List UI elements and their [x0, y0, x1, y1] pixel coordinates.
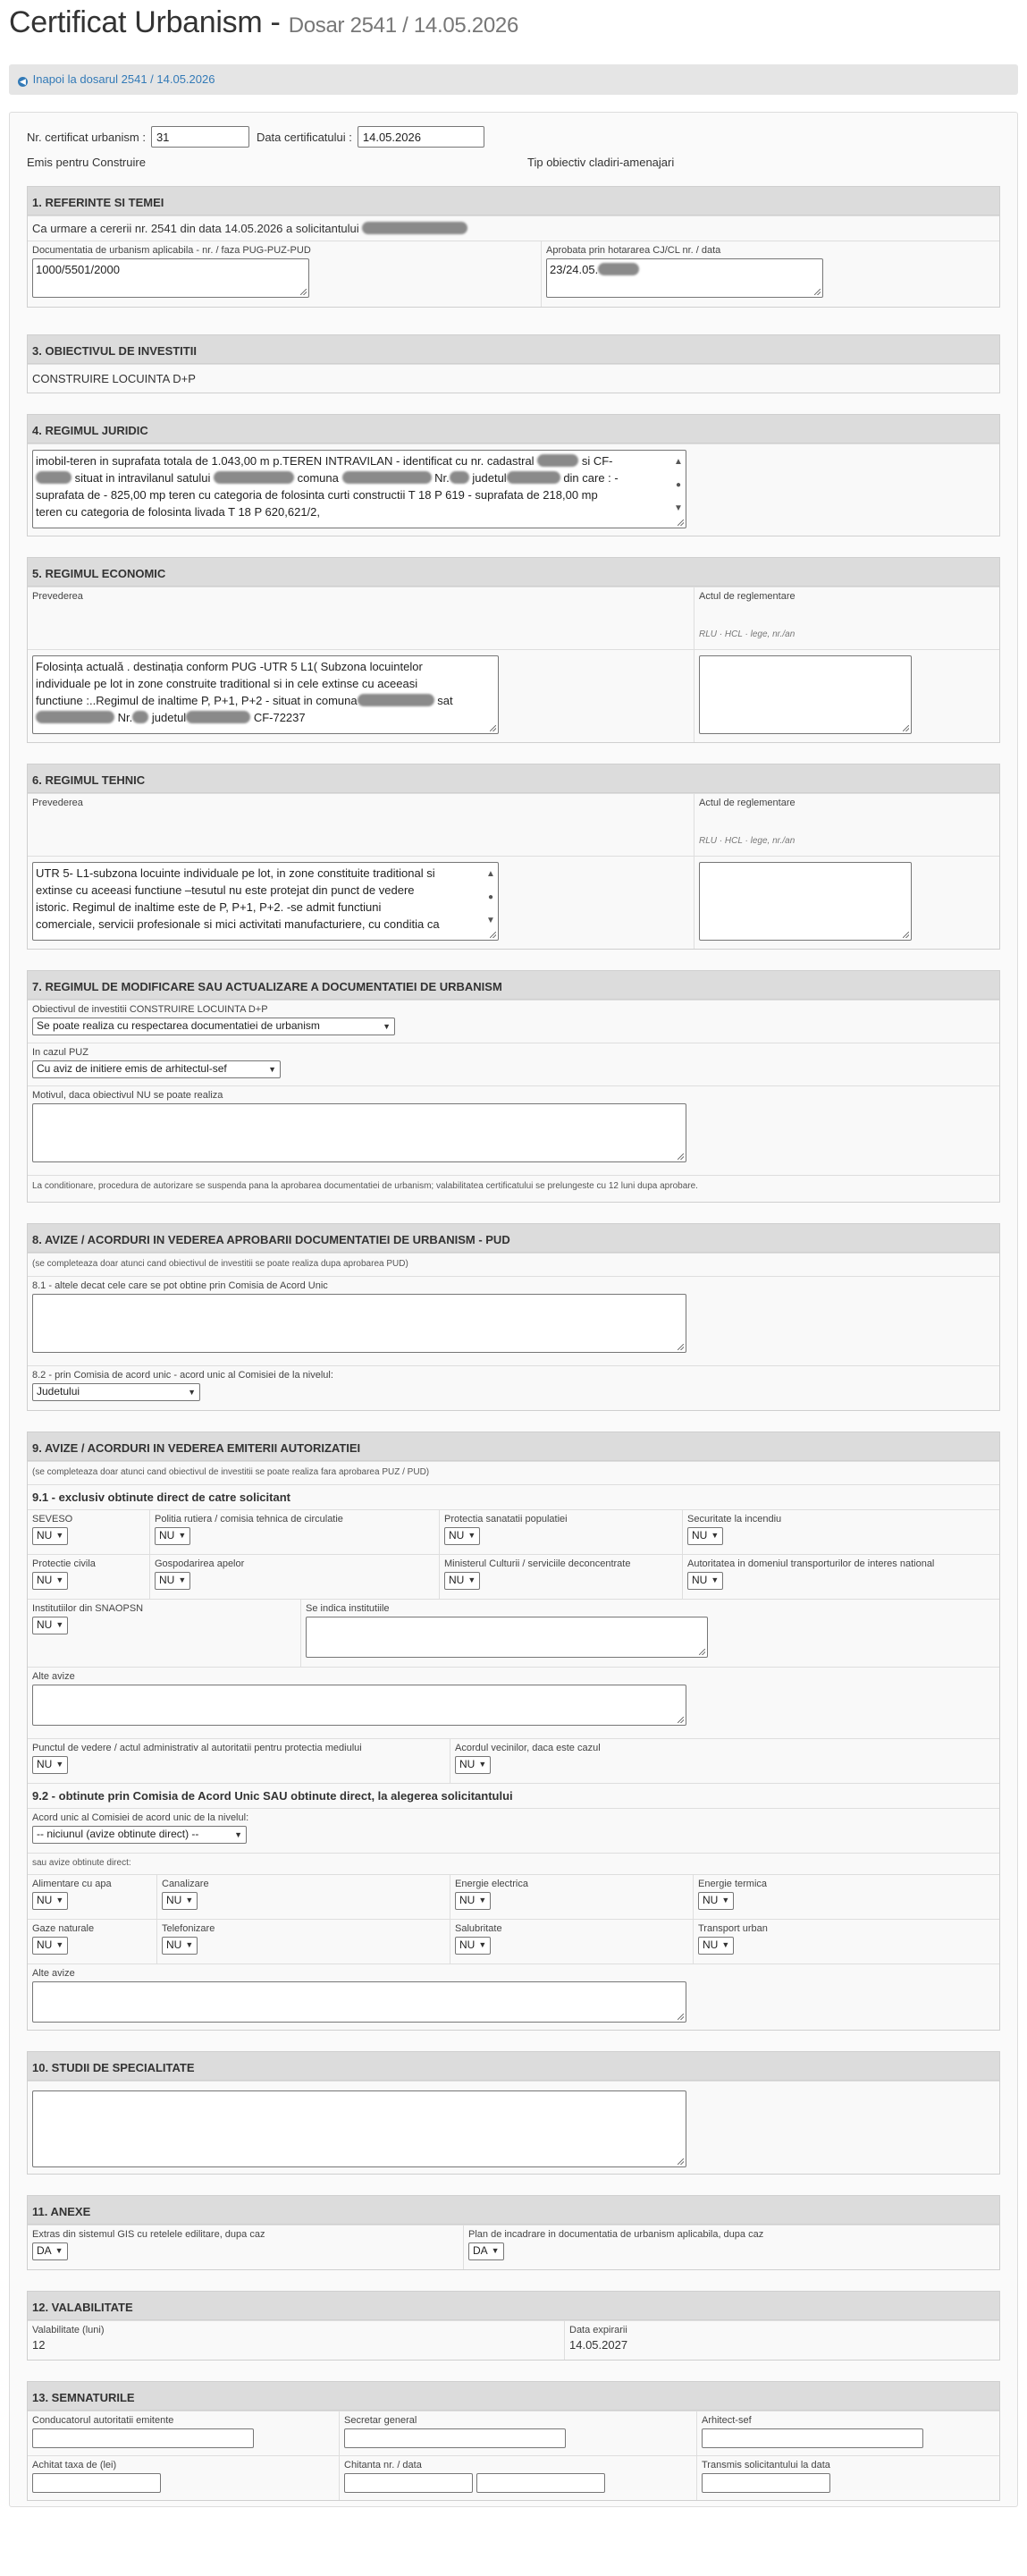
- expirare-value: 14.05.2027: [569, 2338, 628, 2352]
- doc-urbanism-field[interactable]: 1000/5501/2000: [32, 258, 309, 298]
- chevron-down-icon: ▼: [478, 1760, 487, 1769]
- aviz-label: Politia rutiera / comisia tehnica de circulatie: [155, 1514, 343, 1524]
- section-title: 11. ANEXE: [28, 2196, 999, 2225]
- section-regim-juridic: [27, 414, 1000, 536]
- chevron-down-icon: ▼: [711, 1531, 720, 1540]
- aviz-select[interactable]: NU ▼: [32, 1572, 68, 1590]
- section-title: 4. REGIMUL JURIDIC: [28, 415, 999, 443]
- chevron-down-icon: ▼: [491, 2246, 500, 2255]
- aviz-select[interactable]: NU ▼: [455, 1937, 491, 1955]
- referinte-intro: Ca urmare a cererii nr. 2541 din data 14.05.2026 a solicitantului: [32, 222, 359, 235]
- page-title: Certificat Urbanism - Dosar 2541 / 14.05.2026: [9, 5, 519, 39]
- aviz-select[interactable]: NU ▼: [444, 1572, 480, 1590]
- section-anexe: [27, 2195, 1000, 2270]
- doc-urbanism-label: Documentatia de urbanism aplicabila - nr. / faza PUG-PUZ-PUD: [32, 245, 311, 256]
- chevron-down-icon: ▼: [55, 1620, 64, 1629]
- aviz-select[interactable]: NU ▼: [32, 1937, 68, 1955]
- aviz-label: Canalizare: [162, 1879, 209, 1889]
- section-regim-economic: [27, 557, 1000, 743]
- aviz-label: Securitate la incendiu: [687, 1514, 782, 1524]
- acord-unic-label: Acord unic al Comisiei de acord unic de la nivelul:: [32, 1812, 249, 1823]
- nr-certificat-input[interactable]: [151, 126, 249, 148]
- motiv-label: Motivul, daca obiectivul NU se poate realiza: [32, 1090, 223, 1101]
- chevron-down-icon: ▼: [268, 1065, 276, 1074]
- section-valabilitate: [27, 2291, 1000, 2361]
- aviz-label: Gospodarirea apelor: [155, 1558, 245, 1569]
- chevron-down-icon: ▼: [55, 1940, 64, 1949]
- tip-text: Tip obiectiv cladiri-amenajari: [527, 155, 675, 169]
- acord-unic-select[interactable]: -- niciunul (avize obtinute direct) -- ▼: [32, 1826, 247, 1844]
- plan-select[interactable]: DA ▼: [468, 2242, 504, 2260]
- scroll-thumb-icon: ●: [487, 892, 494, 902]
- aviz-label: Energie electrica: [455, 1879, 528, 1889]
- gis-label: Extras din sistemul GIS cu retelele edilitare, dupa caz: [32, 2229, 265, 2240]
- mediu-select[interactable]: NU ▼: [32, 1756, 68, 1774]
- snaopsn-label: Institutiilor din SNAOPSN: [32, 1603, 144, 1614]
- section-title: 5. REGIMUL ECONOMIC: [28, 558, 999, 587]
- scroll-thumb-icon: ●: [675, 480, 682, 490]
- aviz-select[interactable]: NU ▼: [32, 1892, 68, 1910]
- subsection-92: 9.2 - obtinute prin Comisia de Acord Unic SAU obtinute direct, la alegerea solicitantului: [32, 1789, 513, 1803]
- obiectiv-label: Obiectivul de investitii CONSTRUIRE LOCUINTA D+P: [32, 1004, 268, 1015]
- back-bar: [9, 64, 1018, 95]
- avize-82-label: 8.2 - prin Comisia de acord unic - acord unic al Comisiei de la nivelul:: [32, 1370, 333, 1381]
- chevron-down-icon: ▼: [185, 1896, 194, 1905]
- nr-label: Nr. certificat urbanism :: [27, 130, 146, 144]
- chitanta-nr-input[interactable]: [344, 2473, 473, 2493]
- redacted-block: [362, 222, 467, 234]
- secretar-label: Secretar general: [344, 2415, 417, 2426]
- section-title: 8. AVIZE / ACORDURI IN VEDEREA APROBARII DOCUMENTATIEI DE URBANISM - PUD: [28, 1224, 999, 1253]
- chevron-down-icon: ▼: [178, 1575, 187, 1584]
- snaopsn-select[interactable]: NU ▼: [32, 1617, 68, 1634]
- section-obiectiv: [27, 334, 1000, 393]
- aviz-select[interactable]: NU ▼: [162, 1892, 198, 1910]
- chevron-down-icon: ▼: [467, 1531, 476, 1540]
- section-studii: [27, 2051, 1000, 2175]
- avize-81-label: 8.1 - altele decat cele care se pot obtine prin Comisia de Acord Unic: [32, 1280, 328, 1291]
- chevron-down-icon: ▼: [721, 1940, 730, 1949]
- section-title: 7. REGIMUL DE MODIFICARE SAU ACTUALIZARE A DOCUMENTATIEI DE URBANISM: [28, 971, 999, 1000]
- transmis-label: Transmis solicitantului la data: [702, 2460, 830, 2470]
- studii-textarea[interactable]: [32, 2090, 686, 2167]
- chevron-down-icon: ▼: [711, 1575, 720, 1584]
- puz-select[interactable]: Cu aviz de initiere emis de arhitectul-sef ▼: [32, 1060, 281, 1078]
- act-tehnic-textarea[interactable]: [699, 862, 912, 941]
- expirare-label: Data expirarii: [569, 2325, 627, 2335]
- page-subtitle: Dosar 2541 / 14.05.2026: [288, 13, 519, 38]
- subsection-91: 9.1 - exclusiv obtinute direct de catre solicitant: [32, 1491, 290, 1504]
- section-note: (se completeaza doar atunci cand obiectivul de investitii se poate realiza dupa aprobarea PUD): [32, 1259, 408, 1269]
- aviz-label: Alimentare cu apa: [32, 1879, 112, 1889]
- section-note: (se completeaza doar atunci cand obiectivul de investitii se poate realiza fara aprobarea PUZ / PUD): [32, 1467, 430, 1477]
- act-hint: RLU · HCL · lege, nr./an: [699, 629, 796, 639]
- arrow-left-circle-icon: ◀: [18, 77, 28, 87]
- institutii-label: Se indica institutiile: [306, 1603, 390, 1614]
- regim-economic-textarea[interactable]: Folosința actuală . destinația conform PUG -UTR 5 L1( Subzona locuintelor individuale pe lot in zone construite traditional si in cele extinse cu aceeasi functiune :..Regimul de inaltime P, P+1, P+2 - situat in comuna sat Nr. judetul CF-72237: [32, 655, 499, 734]
- aviz-select[interactable]: NU ▼: [162, 1937, 198, 1955]
- alte-avize-92-textarea[interactable]: [32, 1981, 686, 2023]
- scroll-down-icon: ▼: [486, 916, 495, 925]
- scroll-up-icon: ▲: [674, 457, 683, 467]
- chevron-down-icon: ▼: [234, 1830, 242, 1839]
- taxa-input[interactable]: [32, 2473, 161, 2493]
- chevron-down-icon: ▼: [383, 1022, 391, 1031]
- vecini-label: Acordul vecinilor, daca este cazul: [455, 1743, 601, 1753]
- act-hint: RLU · HCL · lege, nr./an: [699, 836, 796, 846]
- hotarare-field[interactable]: 23/24.05.: [546, 258, 823, 298]
- prevederea-label: Prevederea: [32, 798, 83, 808]
- aviz-select[interactable]: NU ▼: [155, 1527, 190, 1545]
- section-title: 9. AVIZE / ACORDURI IN VEDEREA EMITERII AUTORIZATIEI: [28, 1432, 999, 1461]
- section-title: 6. REGIMUL TEHNIC: [28, 764, 999, 793]
- chevron-down-icon: ▼: [55, 2246, 63, 2255]
- aviz-label: Gaze naturale: [32, 1923, 95, 1934]
- redacted-block: [598, 263, 639, 275]
- section-title: 13. SEMNATURILE: [28, 2382, 999, 2411]
- section-title: 3. OBIECTIVUL DE INVESTITII: [28, 335, 999, 364]
- chevron-down-icon: ▼: [478, 1896, 487, 1905]
- obiectiv-value: CONSTRUIRE LOCUINTA D+P: [32, 372, 196, 385]
- motiv-textarea[interactable]: [32, 1103, 686, 1162]
- aviz-label: SEVESO: [32, 1514, 73, 1524]
- transmis-input[interactable]: [702, 2473, 830, 2493]
- act-economic-textarea[interactable]: [699, 655, 912, 734]
- conditionare-note: La conditionare, procedura de autorizare se suspenda pana la aprobarea documentatiei de urbanism; valabilitatea certificatului se prelungeste cu 12 luni dupa aprobare.: [32, 1181, 698, 1191]
- aviz-label: Protectie civila: [32, 1558, 96, 1569]
- aviz-label: Salubritate: [455, 1923, 502, 1934]
- alte-avize-label: Alte avize: [32, 1671, 75, 1682]
- aviz-select[interactable]: NU ▼: [698, 1937, 734, 1955]
- aviz-label: Ministerul Culturii / serviciile deconcentrate: [444, 1558, 631, 1569]
- section-title: 1. REFERINTE SI TEMEI: [28, 187, 999, 215]
- alte-avize-label: Alte avize: [32, 1968, 75, 1979]
- textarea-scrollbar[interactable]: [673, 453, 684, 517]
- aviz-label: Protectia sanatatii populatiei: [444, 1514, 568, 1524]
- sau-avize-label: sau avize obtinute direct:: [32, 1858, 131, 1868]
- chevron-down-icon: ▼: [55, 1760, 64, 1769]
- aviz-label: Energie termica: [698, 1879, 768, 1889]
- data-label: Data certificatului :: [256, 130, 352, 144]
- taxa-label: Achitat taxa de (lei): [32, 2460, 117, 2470]
- hotarare-label: Aprobata prin hotararea CJ/CL nr. / data: [546, 245, 721, 256]
- chevron-down-icon: ▼: [721, 1896, 730, 1905]
- chevron-down-icon: ▼: [467, 1575, 476, 1584]
- secretar-input[interactable]: [344, 2428, 566, 2448]
- avize-81-textarea[interactable]: [32, 1294, 686, 1353]
- aviz-select[interactable]: NU ▼: [687, 1572, 723, 1590]
- data-certificat-input[interactable]: [358, 126, 484, 148]
- section-title: 12. VALABILITATE: [28, 2292, 999, 2320]
- section-avize-autorizatie: [27, 1432, 1000, 2031]
- alte-avize-textarea[interactable]: [32, 1685, 686, 1726]
- section-regim-modificare: [27, 970, 1000, 1203]
- obiectiv-select[interactable]: Se poate realiza cu respectarea documentatiei de urbanism ▼: [32, 1018, 395, 1035]
- vecini-select[interactable]: NU ▼: [455, 1756, 491, 1774]
- chevron-down-icon: ▼: [478, 1940, 487, 1949]
- act-label: Actul de reglementare: [699, 591, 796, 602]
- scroll-down-icon: ▼: [674, 503, 683, 513]
- aviz-label: Transport urban: [698, 1923, 768, 1934]
- chevron-down-icon: ▼: [55, 1575, 64, 1584]
- aviz-select[interactable]: NU ▼: [444, 1527, 480, 1545]
- arhitect-input[interactable]: [702, 2428, 923, 2448]
- certificate-form: [9, 112, 1018, 2507]
- gis-select[interactable]: DA ▼: [32, 2242, 68, 2260]
- valabilitate-value: 12: [32, 2338, 46, 2352]
- aviz-select[interactable]: NU ▼: [455, 1892, 491, 1910]
- chitanta-label: Chitanta nr. / data: [344, 2460, 422, 2470]
- valabilitate-label: Valabilitate (luni): [32, 2325, 105, 2335]
- act-label: Actul de reglementare: [699, 798, 796, 808]
- aviz-select[interactable]: NU ▼: [687, 1527, 723, 1545]
- conducator-input[interactable]: [32, 2428, 254, 2448]
- section-avize-pud: [27, 1223, 1000, 1411]
- section-title: 10. STUDII DE SPECIALITATE: [28, 2052, 999, 2081]
- plan-label: Plan de incadrare in documentatia de urbanism aplicabila, dupa caz: [468, 2229, 764, 2240]
- section-referinte: [27, 186, 1000, 308]
- section-semnaturi: [27, 2381, 1000, 2501]
- emis-text: Emis pentru Construire: [27, 155, 146, 169]
- conducator-label: Conducatorul autoritatii emitente: [32, 2415, 174, 2426]
- section-regim-tehnic: [27, 764, 1000, 950]
- regim-tehnic-textarea[interactable]: UTR 5- L1-subzona locuinte individuale pe lot, in zone constituite traditional si extinse cu aceeasi functiune –tesutul nu este protejat din punct de vedere istoric. Regimul de inaltime este de P, P+1, P+2. -se admit functiuni comerciale, servicii profesionale si mici activitati manufacturiere, cu conditia ca ▲ ● ▼: [32, 862, 499, 941]
- chitanta-data-input[interactable]: [476, 2473, 605, 2493]
- aviz-label: Autoritatea in domeniul transporturilor de interes national: [687, 1558, 935, 1569]
- regim-juridic-textarea[interactable]: imobil-teren in suprafata totala de 1.043,00 m p.TEREN INTRAVILAN - identificat cu nr. cadastral si CF- situat in intravilanul satului comuna Nr. judetul din care : - suprafata de - 825,00 mp teren cu categoria de folosinta curti constructii T 18 P 619 - suprafata de 218,00 mp teren cu categoria de folosinta livada T 18 P 620,621/2, ▲ ● ▼: [32, 450, 686, 528]
- institutii-textarea[interactable]: [306, 1617, 708, 1658]
- scroll-up-icon: ▲: [486, 869, 495, 879]
- chevron-down-icon: ▼: [178, 1531, 187, 1540]
- chevron-down-icon: ▼: [55, 1896, 64, 1905]
- mediu-label: Punctul de vedere / actul administrativ al autoritatii pentru protectia mediului: [32, 1743, 362, 1753]
- prevederea-label: Prevederea: [32, 591, 83, 602]
- arhitect-label: Arhitect-sef: [702, 2415, 752, 2426]
- chevron-down-icon: ▼: [55, 1531, 64, 1540]
- aviz-select[interactable]: NU ▼: [32, 1527, 68, 1545]
- back-link[interactable]: ◀ Inapoi la dosarul 2541 / 14.05.2026: [18, 72, 215, 86]
- aviz-select[interactable]: NU ▼: [698, 1892, 734, 1910]
- puz-label: In cazul PUZ: [32, 1047, 88, 1058]
- chevron-down-icon: ▼: [185, 1940, 194, 1949]
- nivel-select[interactable]: Judetului ▼: [32, 1383, 200, 1401]
- aviz-label: Telefonizare: [162, 1923, 215, 1934]
- textarea-scrollbar[interactable]: [485, 866, 496, 929]
- chevron-down-icon: ▼: [188, 1388, 196, 1397]
- aviz-select[interactable]: NU ▼: [155, 1572, 190, 1590]
